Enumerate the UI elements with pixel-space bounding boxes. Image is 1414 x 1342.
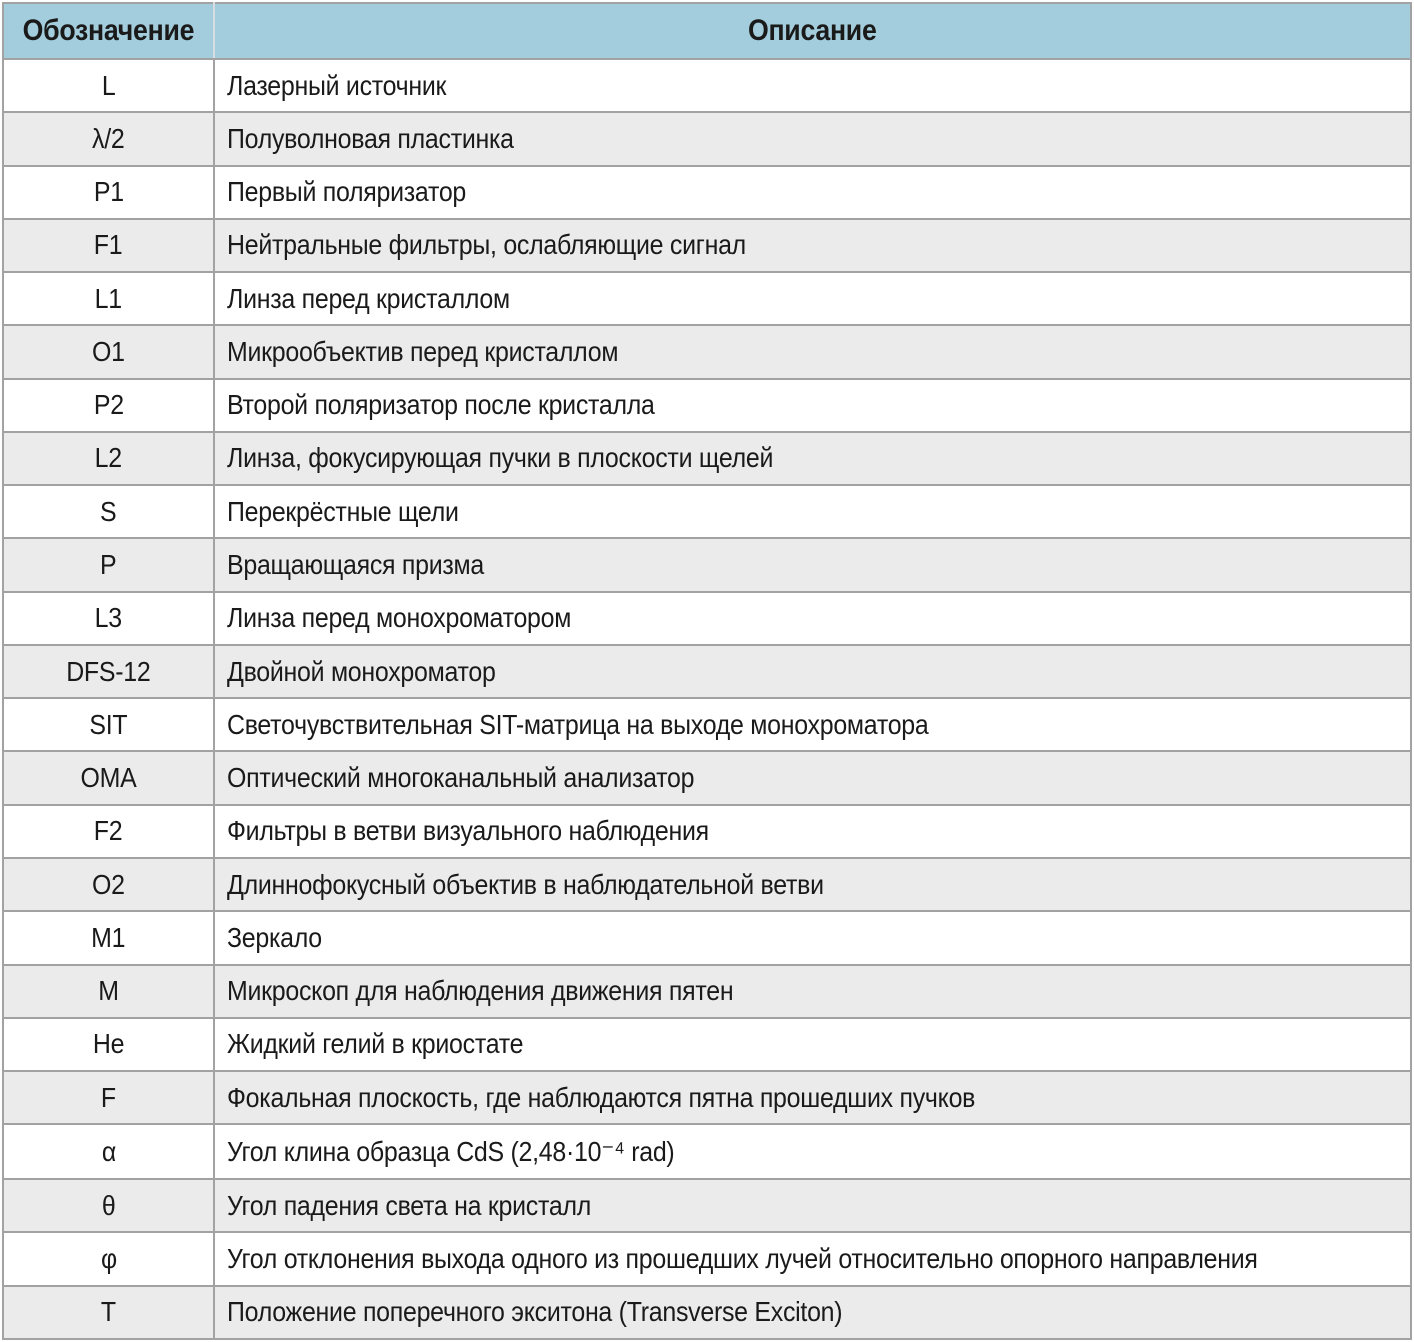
description-label: Первый поляризатор	[227, 176, 467, 208]
description-label: Угол падения света на кристалл	[227, 1189, 592, 1221]
legend-table	[2, 2, 1412, 1340]
symbol-cell	[3, 1232, 214, 1285]
description-label: Линза перед монохроматором	[227, 602, 572, 634]
symbol-label: DFS-12	[66, 655, 151, 687]
symbol-cell	[3, 645, 214, 698]
table-row	[3, 751, 1411, 804]
description-label: Микроскоп для наблюдения движения пятен	[227, 975, 734, 1007]
description-label: Микрообъектив перед кристаллом	[227, 335, 619, 367]
symbol-label: He	[92, 1028, 125, 1060]
description-cell	[214, 112, 1411, 165]
symbol-label: θ	[101, 1189, 116, 1221]
symbol-cell	[3, 1071, 214, 1124]
description-label: Положение поперечного экситона (Transverse Exciton)	[227, 1296, 843, 1328]
symbol-label: φ	[100, 1243, 117, 1275]
symbol-cell	[3, 166, 214, 219]
description-cell	[214, 59, 1411, 112]
table-row	[3, 1286, 1411, 1339]
header-row	[3, 3, 1411, 59]
description-cell	[214, 911, 1411, 964]
header-description-label: Описание	[748, 14, 877, 47]
table-row	[3, 379, 1411, 432]
table-row	[3, 112, 1411, 165]
table-row	[3, 965, 1411, 1018]
symbol-cell	[3, 219, 214, 272]
table-row	[3, 325, 1411, 378]
description-cell	[214, 272, 1411, 325]
table-row	[3, 219, 1411, 272]
symbol-cell	[3, 432, 214, 485]
symbol-cell	[3, 698, 214, 751]
description-cell	[214, 485, 1411, 538]
description-label: Зеркало	[227, 921, 322, 953]
symbol-label: P2	[93, 389, 124, 421]
description-cell	[214, 805, 1411, 858]
table-row	[3, 1179, 1411, 1232]
description-label: Второй поляризатор после кристалла	[227, 389, 655, 421]
table-row	[3, 166, 1411, 219]
description-cell	[214, 379, 1411, 432]
symbol-cell	[3, 592, 214, 645]
description-cell	[214, 1179, 1411, 1232]
table-row	[3, 272, 1411, 325]
table-row	[3, 1018, 1411, 1071]
symbol-label: O2	[92, 868, 125, 900]
description-cell	[214, 751, 1411, 804]
table-row	[3, 485, 1411, 538]
symbol-label: F1	[94, 229, 123, 261]
header-designation	[3, 3, 214, 59]
description-label: Линза перед кристаллом	[227, 282, 510, 314]
table-row	[3, 698, 1411, 751]
table-row	[3, 432, 1411, 485]
description-cell	[214, 538, 1411, 591]
description-cell	[214, 592, 1411, 645]
symbol-label: O1	[92, 335, 125, 367]
description-label: Нейтральные фильтры, ослабляющие сигнал	[227, 229, 746, 261]
description-cell	[214, 698, 1411, 751]
description-cell	[214, 645, 1411, 698]
table-body	[3, 59, 1411, 1339]
symbol-label: S	[100, 495, 117, 527]
symbol-label: F	[101, 1081, 116, 1113]
description-cell	[214, 219, 1411, 272]
description-label: Угол клина образца CdS (2,48·10⁻⁴ rad)	[227, 1136, 675, 1168]
description-label: Вращающаяся призма	[227, 549, 485, 581]
description-label: Линза, фокусирующая пучки в плоскости щелей	[227, 442, 774, 474]
symbol-cell	[3, 1018, 214, 1071]
table-row	[3, 858, 1411, 911]
table-row	[3, 645, 1411, 698]
symbol-label: P1	[93, 176, 124, 208]
table-row	[3, 911, 1411, 964]
symbol-cell	[3, 911, 214, 964]
description-cell	[214, 166, 1411, 219]
description-cell	[214, 1071, 1411, 1124]
symbol-label: λ/2	[92, 122, 125, 154]
description-label: Светочувствительная SIT-матрица на выходе монохроматора	[227, 708, 929, 740]
symbol-cell	[3, 858, 214, 911]
description-label: Длиннофокусный объектив в наблюдательной ветви	[227, 868, 824, 900]
symbol-label: OMA	[80, 762, 137, 794]
symbol-cell	[3, 59, 214, 112]
description-cell	[214, 858, 1411, 911]
symbol-label: L1	[94, 282, 123, 314]
symbol-label: L	[101, 69, 116, 101]
description-cell	[214, 325, 1411, 378]
symbol-cell	[3, 1286, 214, 1339]
symbol-cell	[3, 805, 214, 858]
description-label: Угол отклонения выхода одного из прошедших лучей относительно опорного направления	[227, 1243, 1258, 1275]
description-cell	[214, 1232, 1411, 1285]
symbol-label: T	[101, 1296, 116, 1328]
symbol-cell	[3, 112, 214, 165]
legend-table-wrapper	[2, 2, 1412, 1340]
table-row	[3, 1071, 1411, 1124]
table-row	[3, 538, 1411, 591]
header-description	[214, 3, 1411, 59]
table-row	[3, 1232, 1411, 1285]
table-row	[3, 59, 1411, 112]
symbol-cell	[3, 751, 214, 804]
description-label: Жидкий гелий в криостате	[227, 1028, 524, 1060]
description-label: Полуволновая пластинка	[227, 122, 514, 154]
symbol-cell	[3, 1179, 214, 1232]
table-row	[3, 805, 1411, 858]
table-row	[3, 592, 1411, 645]
table-header	[3, 3, 1411, 59]
symbol-label: P	[100, 549, 117, 581]
symbol-label: SIT	[89, 708, 128, 740]
symbol-cell	[3, 379, 214, 432]
description-cell	[214, 1018, 1411, 1071]
header-designation-label: Обозначение	[22, 14, 195, 47]
description-cell	[214, 1286, 1411, 1339]
symbol-label: L3	[94, 602, 123, 634]
symbol-cell	[3, 272, 214, 325]
description-label: Лазерный источник	[227, 69, 447, 101]
description-label: Фокальная плоскость, где наблюдаются пятна прошедших пучков	[227, 1081, 976, 1113]
symbol-label: M1	[91, 921, 126, 953]
symbol-cell	[3, 538, 214, 591]
symbol-label: M	[98, 975, 119, 1007]
symbol-cell	[3, 485, 214, 538]
description-cell	[214, 1124, 1411, 1179]
description-label: Фильтры в ветви визуального наблюдения	[227, 815, 709, 847]
description-cell	[214, 432, 1411, 485]
description-label: Оптический многоканальный анализатор	[227, 762, 695, 794]
description-label: Двойной монохроматор	[227, 655, 496, 687]
symbol-cell	[3, 965, 214, 1018]
symbol-label: L2	[94, 442, 123, 474]
symbol-label: F2	[94, 815, 123, 847]
description-cell	[214, 965, 1411, 1018]
description-label: Перекрёстные щели	[227, 495, 459, 527]
symbol-cell	[3, 1124, 214, 1179]
table-row	[3, 1124, 1411, 1179]
symbol-cell	[3, 325, 214, 378]
symbol-label: α	[101, 1135, 116, 1167]
